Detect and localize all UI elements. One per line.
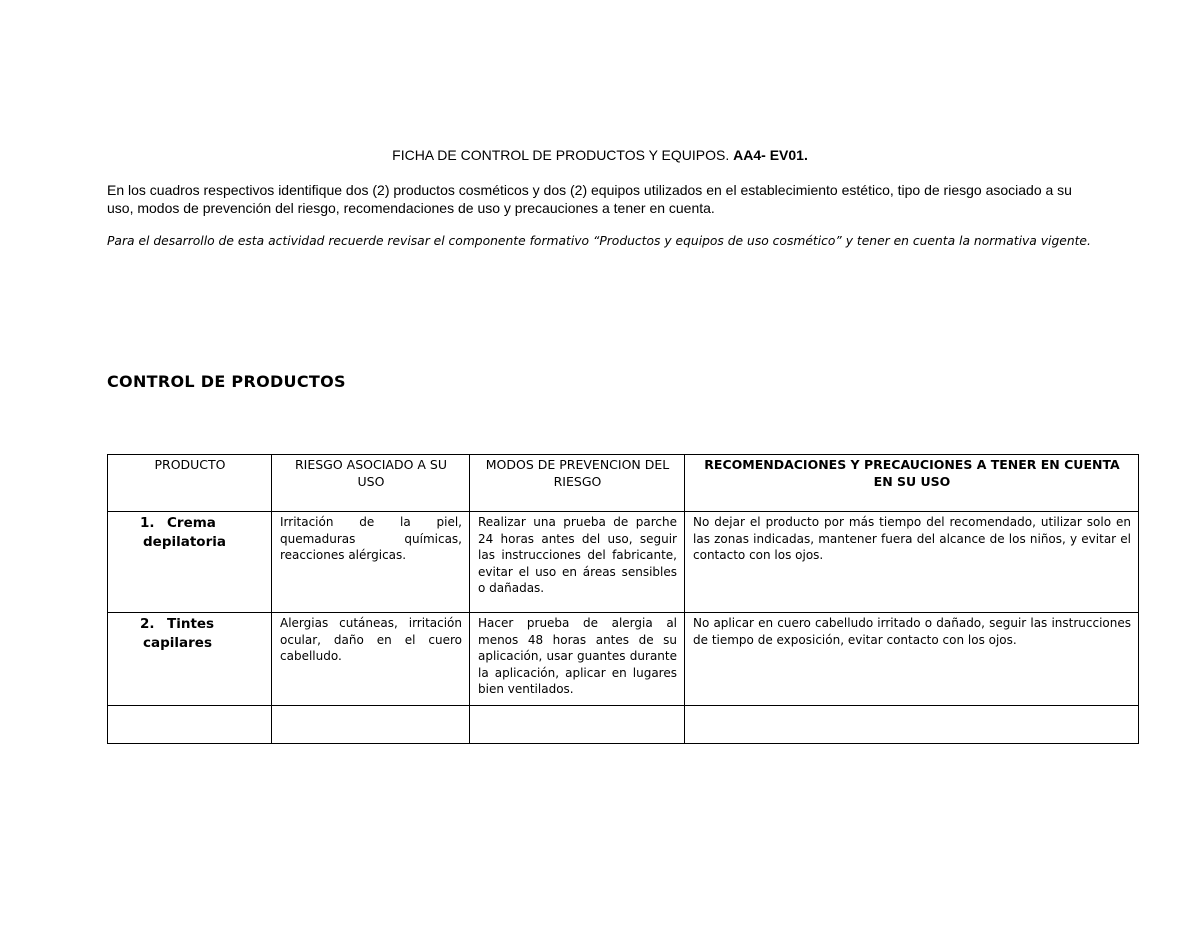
product-cell (108, 512, 272, 613)
row-number: 1. (140, 515, 155, 531)
recommendations-cell: No aplicar en cuero cabelludo irritado o dañado, seguir las instrucciones de tiempo de exposición, evitar contacto con los ojos. (685, 613, 1139, 706)
section-title: CONTROL DE PRODUCTOS (107, 372, 346, 391)
prevention-cell: Realizar una prueba de parche 24 horas antes del uso, seguir las instrucciones del fabricante, evitar el uso en áreas sensibles o dañadas. (470, 512, 685, 613)
product-name: Tintes capilares (143, 616, 215, 651)
empty-cell[interactable] (272, 706, 470, 744)
product-name: Crema depilatoria (143, 515, 226, 550)
header-recommendations: RECOMENDACIONES Y PRECAUCIONES A TENER EN CUENTA EN SU USO (685, 455, 1139, 512)
table-row (108, 613, 1139, 706)
title-code: AA4- EV01. (733, 147, 808, 163)
products-table (107, 454, 1139, 744)
empty-cell[interactable] (685, 706, 1139, 744)
table-header-row (108, 455, 1139, 512)
header-product: PRODUCTO (108, 455, 272, 512)
table-row (108, 512, 1139, 613)
prevention-cell: Hacer prueba de alergia al menos 48 horas antes de su aplicación, usar guantes durante la aplicación, aplicar en lugares bien ventilados. (470, 613, 685, 706)
header-risk: RIESGO ASOCIADO A SU USO (272, 455, 470, 512)
header-prevention: MODOS DE PREVENCION DEL RIESGO (470, 455, 685, 512)
empty-cell[interactable] (108, 706, 272, 744)
product-cell (108, 613, 272, 706)
risk-cell: Irritación de la piel, quemaduras químicas, reacciones alérgicas. (272, 512, 470, 613)
intro-paragraph: En los cuadros respectivos identifique dos (2) productos cosméticos y dos (2) equipos utilizados en el establecimiento estético, tipo de riesgo asociado a su uso, modos de prevención del riesgo, recomendaciones de uso y precauciones a tener en cuenta. (107, 182, 1072, 216)
recommendations-cell: No dejar el producto por más tiempo del recomendado, utilizar solo en las zonas indicadas, mantener fuera del alcance de los niños, y evitar el contacto con los ojos. (685, 512, 1139, 613)
empty-cell[interactable] (470, 706, 685, 744)
title-main: FICHA DE CONTROL DE PRODUCTOS Y EQUIPOS. (392, 147, 734, 163)
document-title (0, 147, 1200, 163)
risk-cell: Alergias cutáneas, irritación ocular, daño en el cuero cabelludo. (272, 613, 470, 706)
note-paragraph: Para el desarrollo de esta actividad recuerde revisar el componente formativo “Productos y equipos de uso cosmético” y tener en cuenta la normativa vigente. (107, 234, 1091, 248)
row-number: 2. (140, 616, 155, 632)
empty-table-row (108, 706, 1139, 744)
